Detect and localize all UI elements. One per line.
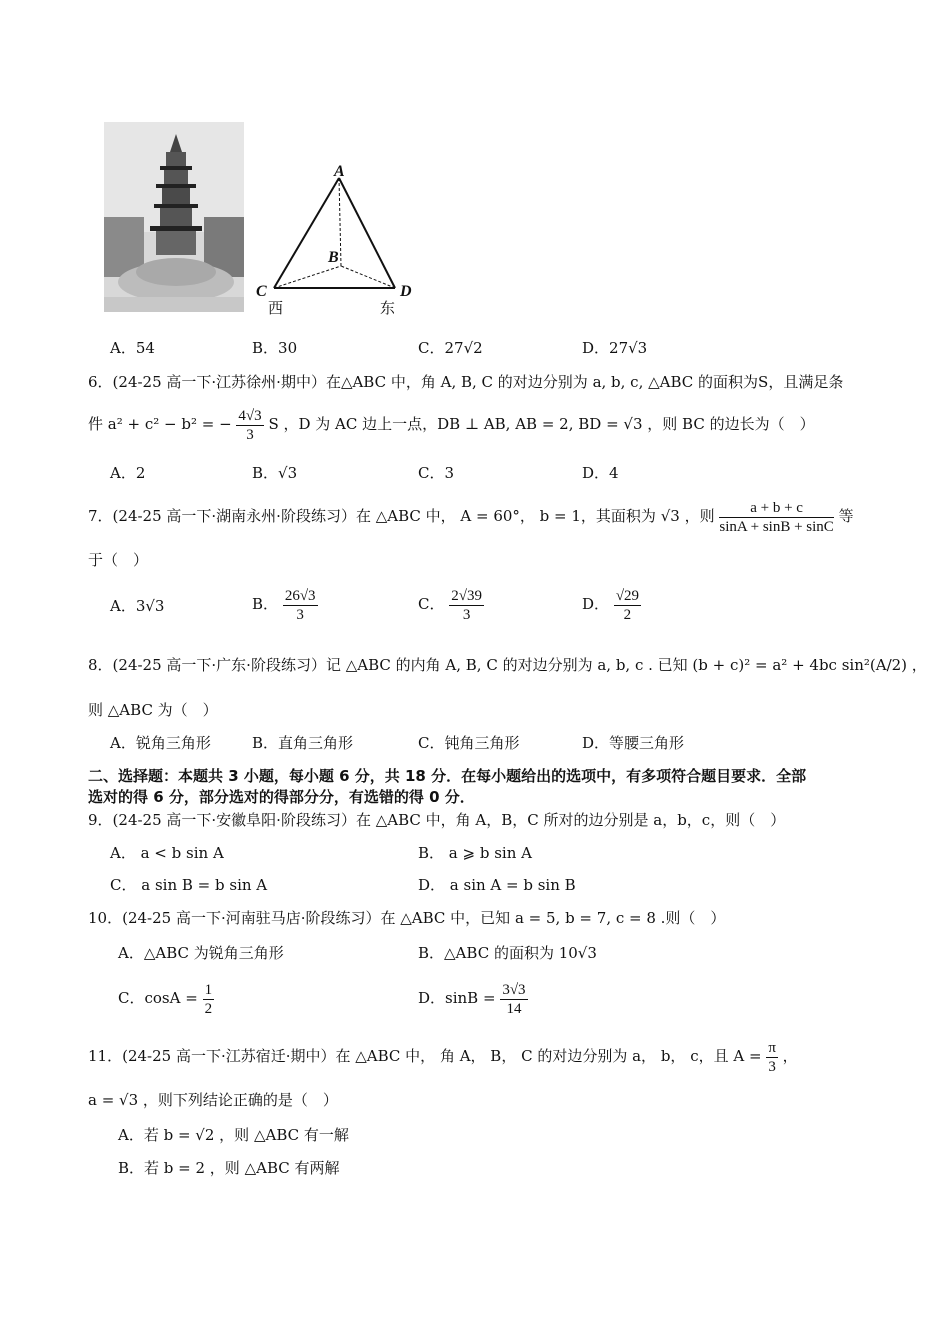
q11-stem-line2: a = √3 ，则下列结论正确的是（ ） <box>88 1091 338 1109</box>
q8-option-c: C．钝角三角形 <box>418 734 520 752</box>
q9-option-d: D． a sin A = b sin B <box>418 876 576 894</box>
q10-option-c <box>118 978 214 1018</box>
q6-fraction <box>236 407 263 444</box>
vertex-d-label: D <box>400 283 412 300</box>
west-label: 西 <box>268 299 284 317</box>
q9-option-a: A． a < b sin A <box>110 844 224 862</box>
q8-stem-line2: 则 △ABC 为（ ） <box>88 701 218 719</box>
q5-option-d: D．27√3 <box>582 339 648 357</box>
q11-stem-post: ， <box>782 1047 798 1065</box>
q7-option-b-label: B． <box>252 595 279 613</box>
q6-option-d: D．4 <box>582 464 619 482</box>
q10-option-c-label: C．cosA = <box>118 989 198 1007</box>
q7-option-c-num: 2√39 <box>451 587 482 604</box>
q11-option-a: A．若 b = √2 ，则 △ABC 有一解 <box>118 1126 349 1144</box>
q5-option-c: C．27√2 <box>418 339 483 357</box>
q10-option-d-frac <box>500 981 527 1018</box>
q7-option-b-den: 3 <box>296 606 304 623</box>
q10-option-a: A．△ABC 为锐角三角形 <box>118 944 284 962</box>
q11-frac-den: 3 <box>768 1058 776 1075</box>
q9-stem: 9．(24-25 高一下·安徽阜阳·阶段练习）在 △ABC 中，角 A，B，C 所对的边分别是 a，b，c，则（ ） <box>88 811 786 829</box>
q9-option-b: B． a ⩾ b sin A <box>418 844 532 862</box>
q7-option-c-den: 3 <box>462 606 471 623</box>
q7-option-c <box>418 584 484 624</box>
q11-option-b: B．若 b = 2 ，则 △ABC 有两解 <box>118 1159 340 1177</box>
q11-fraction <box>766 1039 778 1076</box>
section2-heading-line1: 二、选择题：本题共 3 小题，每小题 6 分，共 18 分．在每小题给出的选项中，有多项符合题目要求．全部 <box>88 767 807 785</box>
q7-frac-num: a + b + c <box>719 499 833 518</box>
q6-frac-num: 4√3 <box>238 407 262 424</box>
pagoda-photo <box>104 122 244 312</box>
q7-stem-post: 等 <box>838 507 854 525</box>
q6-option-b: B．√3 <box>252 464 298 482</box>
vertex-b-label: B <box>328 249 339 266</box>
q10-option-b: B．△ABC 的面积为 10√3 <box>418 944 597 962</box>
q6-stem-line2 <box>88 404 815 448</box>
q6-stem-line1: 6．(24-25 高一下·江苏徐州·期中）在△ABC 中，角 A, B, C 的对边分别为 a, b, c, △ABC 的面积为S，且满足条 <box>88 373 844 391</box>
q10-option-c-den: 2 <box>204 1000 213 1017</box>
q7-option-a: A．3√3 <box>110 597 165 615</box>
q7-option-c-label: C． <box>418 595 445 613</box>
q10-option-d-num: 3√3 <box>502 981 526 998</box>
section2-heading-line2: 选对的得 6 分，部分选对的得部分分，有选错的得 0 分． <box>88 788 475 806</box>
vertex-c-label: C <box>256 283 267 300</box>
q5-option-b: B．30 <box>252 339 298 357</box>
q6-condition-pre: 件 a² + c² − b² = − <box>88 415 232 433</box>
q10-option-c-frac <box>203 981 215 1018</box>
q7-fraction <box>719 499 833 536</box>
q7-option-b-frac <box>283 587 318 624</box>
q6-option-a: A．2 <box>110 464 146 482</box>
q7-stem-line1 <box>88 496 854 540</box>
q10-option-c-num: 1 <box>204 981 213 998</box>
triangle-figure <box>250 160 425 320</box>
q10-option-d <box>418 978 528 1018</box>
q7-option-d-den: 2 <box>623 606 632 623</box>
vertex-a-label: A <box>334 163 345 180</box>
q6-condition-post: S ，D 为 AC 边上一点，DB ⊥ AB, AB = 2, BD = √3 ，则 BC 的边长为（ ） <box>268 415 815 433</box>
q10-stem: 10．(24-25 高一下·河南驻马店·阶段练习）在 △ABC 中，已知 a = 5, b = 7, c = 8 .则（ ） <box>88 909 726 927</box>
q7-option-d <box>582 584 641 624</box>
q7-frac-den: sinA + sinB + sinC <box>719 518 834 535</box>
q8-stem-line1: 8．(24-25 高一下·广东·阶段练习）记 △ABC 的内角 A, B, C 的对边分别为 a, b, c . 已知 (b + c)² = a² + 4bc sin²(A/2) ， <box>88 656 927 674</box>
q7-option-b <box>252 584 318 624</box>
q6-option-c: C．3 <box>418 464 455 482</box>
q7-stem-line2: 于（ ） <box>88 551 149 569</box>
q11-stem-line1 <box>88 1036 798 1080</box>
q8-option-d: D．等腰三角形 <box>582 734 685 752</box>
q7-stem-pre: 7．(24-25 高一下·湖南永州·阶段练习）在 △ABC 中， A = 60°， b = 1，其面积为 √3 ，则 <box>88 507 715 525</box>
q10-option-d-label: D．sinB = <box>418 989 496 1007</box>
q7-option-b-num: 26√3 <box>284 587 316 604</box>
east-label: 东 <box>380 299 396 317</box>
q8-option-a: A．锐角三角形 <box>110 734 211 752</box>
q8-option-b: B．直角三角形 <box>252 734 354 752</box>
q5-option-a: A．54 <box>110 339 155 357</box>
q7-option-d-frac <box>614 587 641 624</box>
q7-option-d-num: √29 <box>615 587 640 604</box>
q6-frac-den: 3 <box>246 426 254 443</box>
q11-stem-pre: 11．(24-25 高一下·江苏宿迁·期中）在 △ABC 中， 角 A， B， C 的对边分别为 a， b， c，且 A = <box>88 1047 762 1065</box>
q10-option-d-den: 14 <box>506 1000 522 1017</box>
q7-option-c-frac <box>449 587 484 624</box>
q7-option-d-label: D． <box>582 595 610 613</box>
q11-frac-num: π <box>768 1039 776 1056</box>
q9-option-c: C． a sin B = b sin A <box>110 876 268 894</box>
